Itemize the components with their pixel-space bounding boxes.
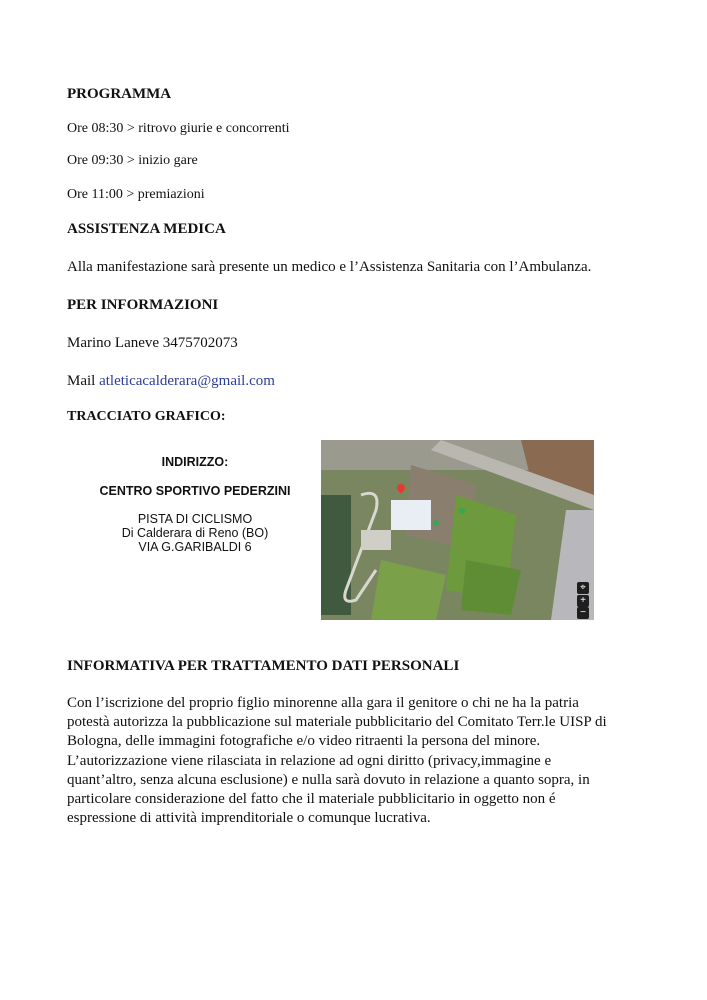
tracciato-heading: TRACCIATO GRAFICO: xyxy=(67,409,226,424)
mail-line xyxy=(67,373,275,390)
satellite-map[interactable] xyxy=(321,440,594,620)
address-line: PISTA DI CICLISMO xyxy=(137,512,253,526)
privacy-line: espressione di attività imprenditoriale o comunque lucrativa. xyxy=(67,810,431,827)
schedule-item: Ore 08:30 > ritrovo giurie e concorrenti xyxy=(67,121,290,136)
address-line: Di Calderara di Reno (BO) xyxy=(121,526,269,540)
zoom-in-button[interactable]: + xyxy=(577,595,589,607)
poi-marker-icon[interactable] xyxy=(433,520,439,526)
venue-name: CENTRO SPORTIVO PEDERZINI xyxy=(99,484,291,498)
address-block xyxy=(75,455,315,554)
schedule-item: Ore 09:30 > inizio gare xyxy=(67,153,198,168)
map-imagery xyxy=(321,440,594,620)
privacy-line: particolare considerazione del fatto che il materiale pubblicitario in oggetto non é xyxy=(67,791,556,808)
privacy-heading: INFORMATIVA PER TRATTAMENTO DATI PERSONALI xyxy=(67,658,460,674)
privacy-line: potestà autorizza la pubblicazione sul materiale pubblicitario del Comitato Terr.le UISP di xyxy=(67,714,607,731)
privacy-paragraph xyxy=(67,694,647,828)
address-label: INDIRIZZO: xyxy=(161,455,229,469)
poi-marker-icon[interactable] xyxy=(459,508,465,514)
schedule-item: Ore 11:00 > premiazioni xyxy=(67,187,205,202)
zoom-out-button[interactable]: − xyxy=(577,607,589,619)
informazioni-heading: PER INFORMAZIONI xyxy=(67,297,219,313)
privacy-line: Bologna, delle immagini fotografiche e/o video ritraenti la persona del minore. xyxy=(67,733,541,750)
address-line: VIA G.GARIBALDI 6 xyxy=(138,540,252,554)
mail-label: Mail xyxy=(67,373,100,389)
assistenza-text: Alla manifestazione sarà presente un medico e l’Assistenza Sanitaria con l’Ambulanza. xyxy=(67,259,592,275)
mail-link[interactable]: atleticacalderara@gmail.com xyxy=(99,373,275,389)
privacy-line: Con l’iscrizione del proprio figlio minorenne alla gara il genitore o chi ne ha la patria xyxy=(67,695,579,711)
contact-line: Marino Laneve 3475702073 xyxy=(67,335,238,351)
privacy-line: quant’altro, senza alcuna esclusione) e nulla sarà dovuto in relazione a quanto sopra, in xyxy=(67,771,590,788)
programma-heading: PROGRAMMA xyxy=(67,86,172,102)
privacy-line: L’autorizzazione viene rilasciata in relazione ad ogni diritto (privacy,immagine e xyxy=(67,752,552,769)
locate-icon[interactable]: ⌖ xyxy=(577,582,589,594)
assistenza-heading: ASSISTENZA MEDICA xyxy=(67,221,226,237)
